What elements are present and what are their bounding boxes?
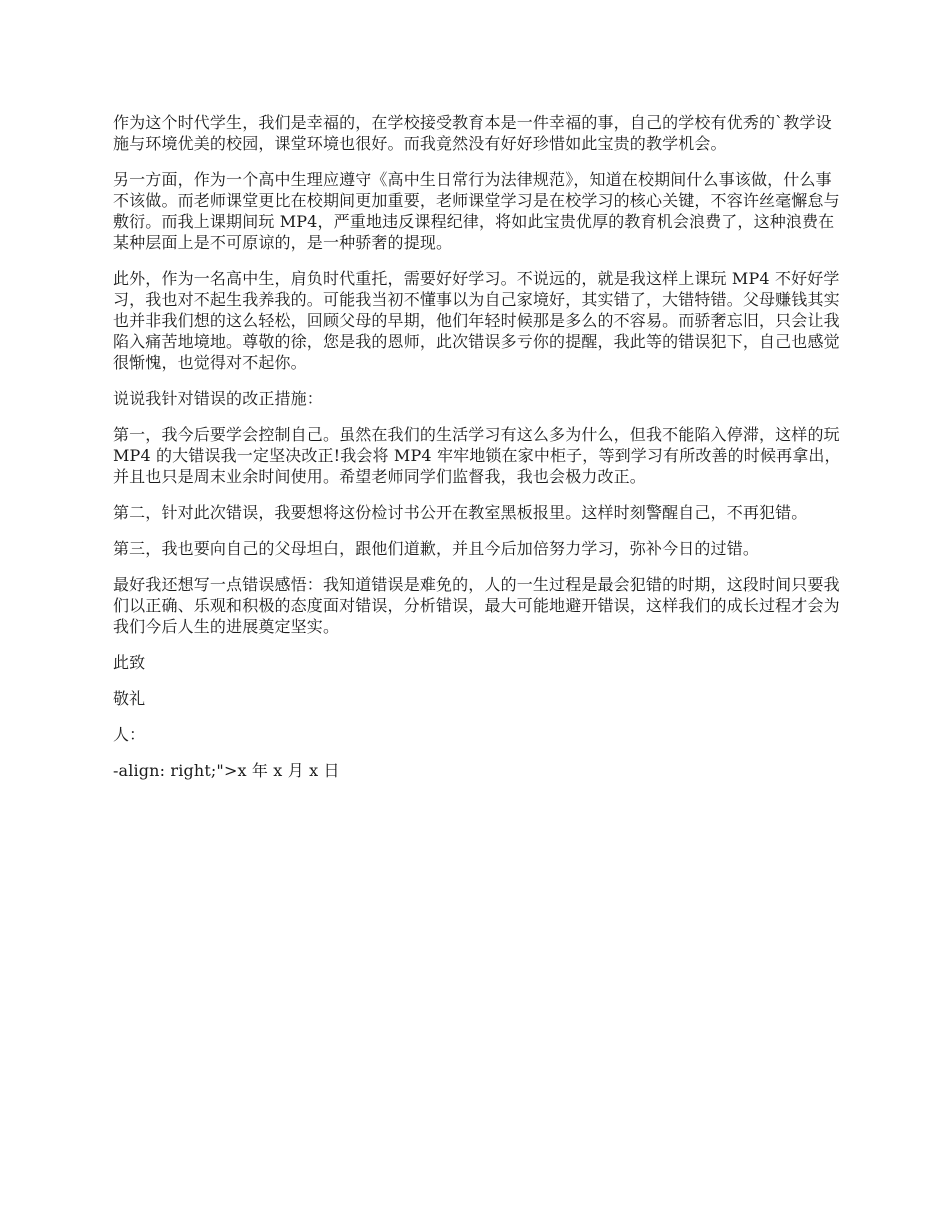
document-body: [113, 112, 843, 796]
date-line: -align: right;">x 年 x 月 x 日: [113, 761, 340, 780]
closing-regards: 敬礼: [113, 689, 146, 708]
paragraph-6: 第二，针对此次错误，我要想将这份检讨书公开在教室黑板报里。这样时刻警醒自己，不再犯错。: [113, 503, 808, 522]
closing-salutation: 此致: [113, 653, 146, 672]
paragraph-1: 作为这个时代学生，我们是幸福的，在学校接受教育本是一件幸福的事，自己的学校有优秀的`教学设施与环境优美的校园，课堂环境也很好。而我竟然没有好好珍惜如此宝贵的教学机会。: [113, 113, 832, 153]
paragraph-3: 此外，作为一名高中生，肩负时代重托，需要好好学习。不说远的，就是我这样上课玩 MP4 不好好学习，我也对不起生我养我的。可能我当初不懂事以为自己家境好，其实错了，大错特错。父母赚钱其实也并非我们想的这么轻松，回顾父母的早期，他们年轻时候那是多么的不容易。而骄奢忘旧，只会让我陷入痛苦地境地。尊敬的徐，您是我的恩师，此次错误多亏你的提醒，我此等的错误犯下，自己也感觉很惭愧，也觉得对不起你。: [113, 269, 840, 372]
paragraph-4: 说说我针对错误的改正措施：: [113, 389, 323, 408]
paragraph-2: 另一方面，作为一个高中生理应遵守《高中生日常行为法律规范》，知道在校期间什么事该做，什么事不该做。而老师课堂更比在校期间更加重要，老师课堂学习是在校学习的核心关键，不容许丝毫懈怠与敷衍。而我上课期间玩 MP4，严重地违反课程纪律，将如此宝贵优厚的教育机会浪费了，这种浪费在某种层面上是不可原谅的，是一种骄奢的提现。: [113, 170, 840, 252]
signature-line: 人：: [113, 725, 146, 744]
paragraph-5: 第一，我今后要学会控制自己。虽然在我们的生活学习有这么多为什么，但我不能陷入停滞，这样的玩 MP4 的大错误我一定坚决改正!我会将 MP4 牢牢地锁在家中柜子，等到学习有所改善的时候再拿出，并且也只是周末业余时间使用。希望老师同学们监督我，我也会极力改正。: [113, 425, 841, 486]
paragraph-7: 第三，我也要向自己的父母坦白，跟他们道歉，并且今后加倍努力学习，弥补今日的过错。: [113, 539, 760, 558]
paragraph-8: 最好我还想写一点错误感悟：我知道错误是难免的，人的一生过程是最会犯错的时期，这段时间只要我们以正确、乐观和积极的态度面对错误，分析错误，最大可能地避开错误，这样我们的成长过程才会为我们今后人生的进展奠定坚实。: [113, 575, 840, 636]
